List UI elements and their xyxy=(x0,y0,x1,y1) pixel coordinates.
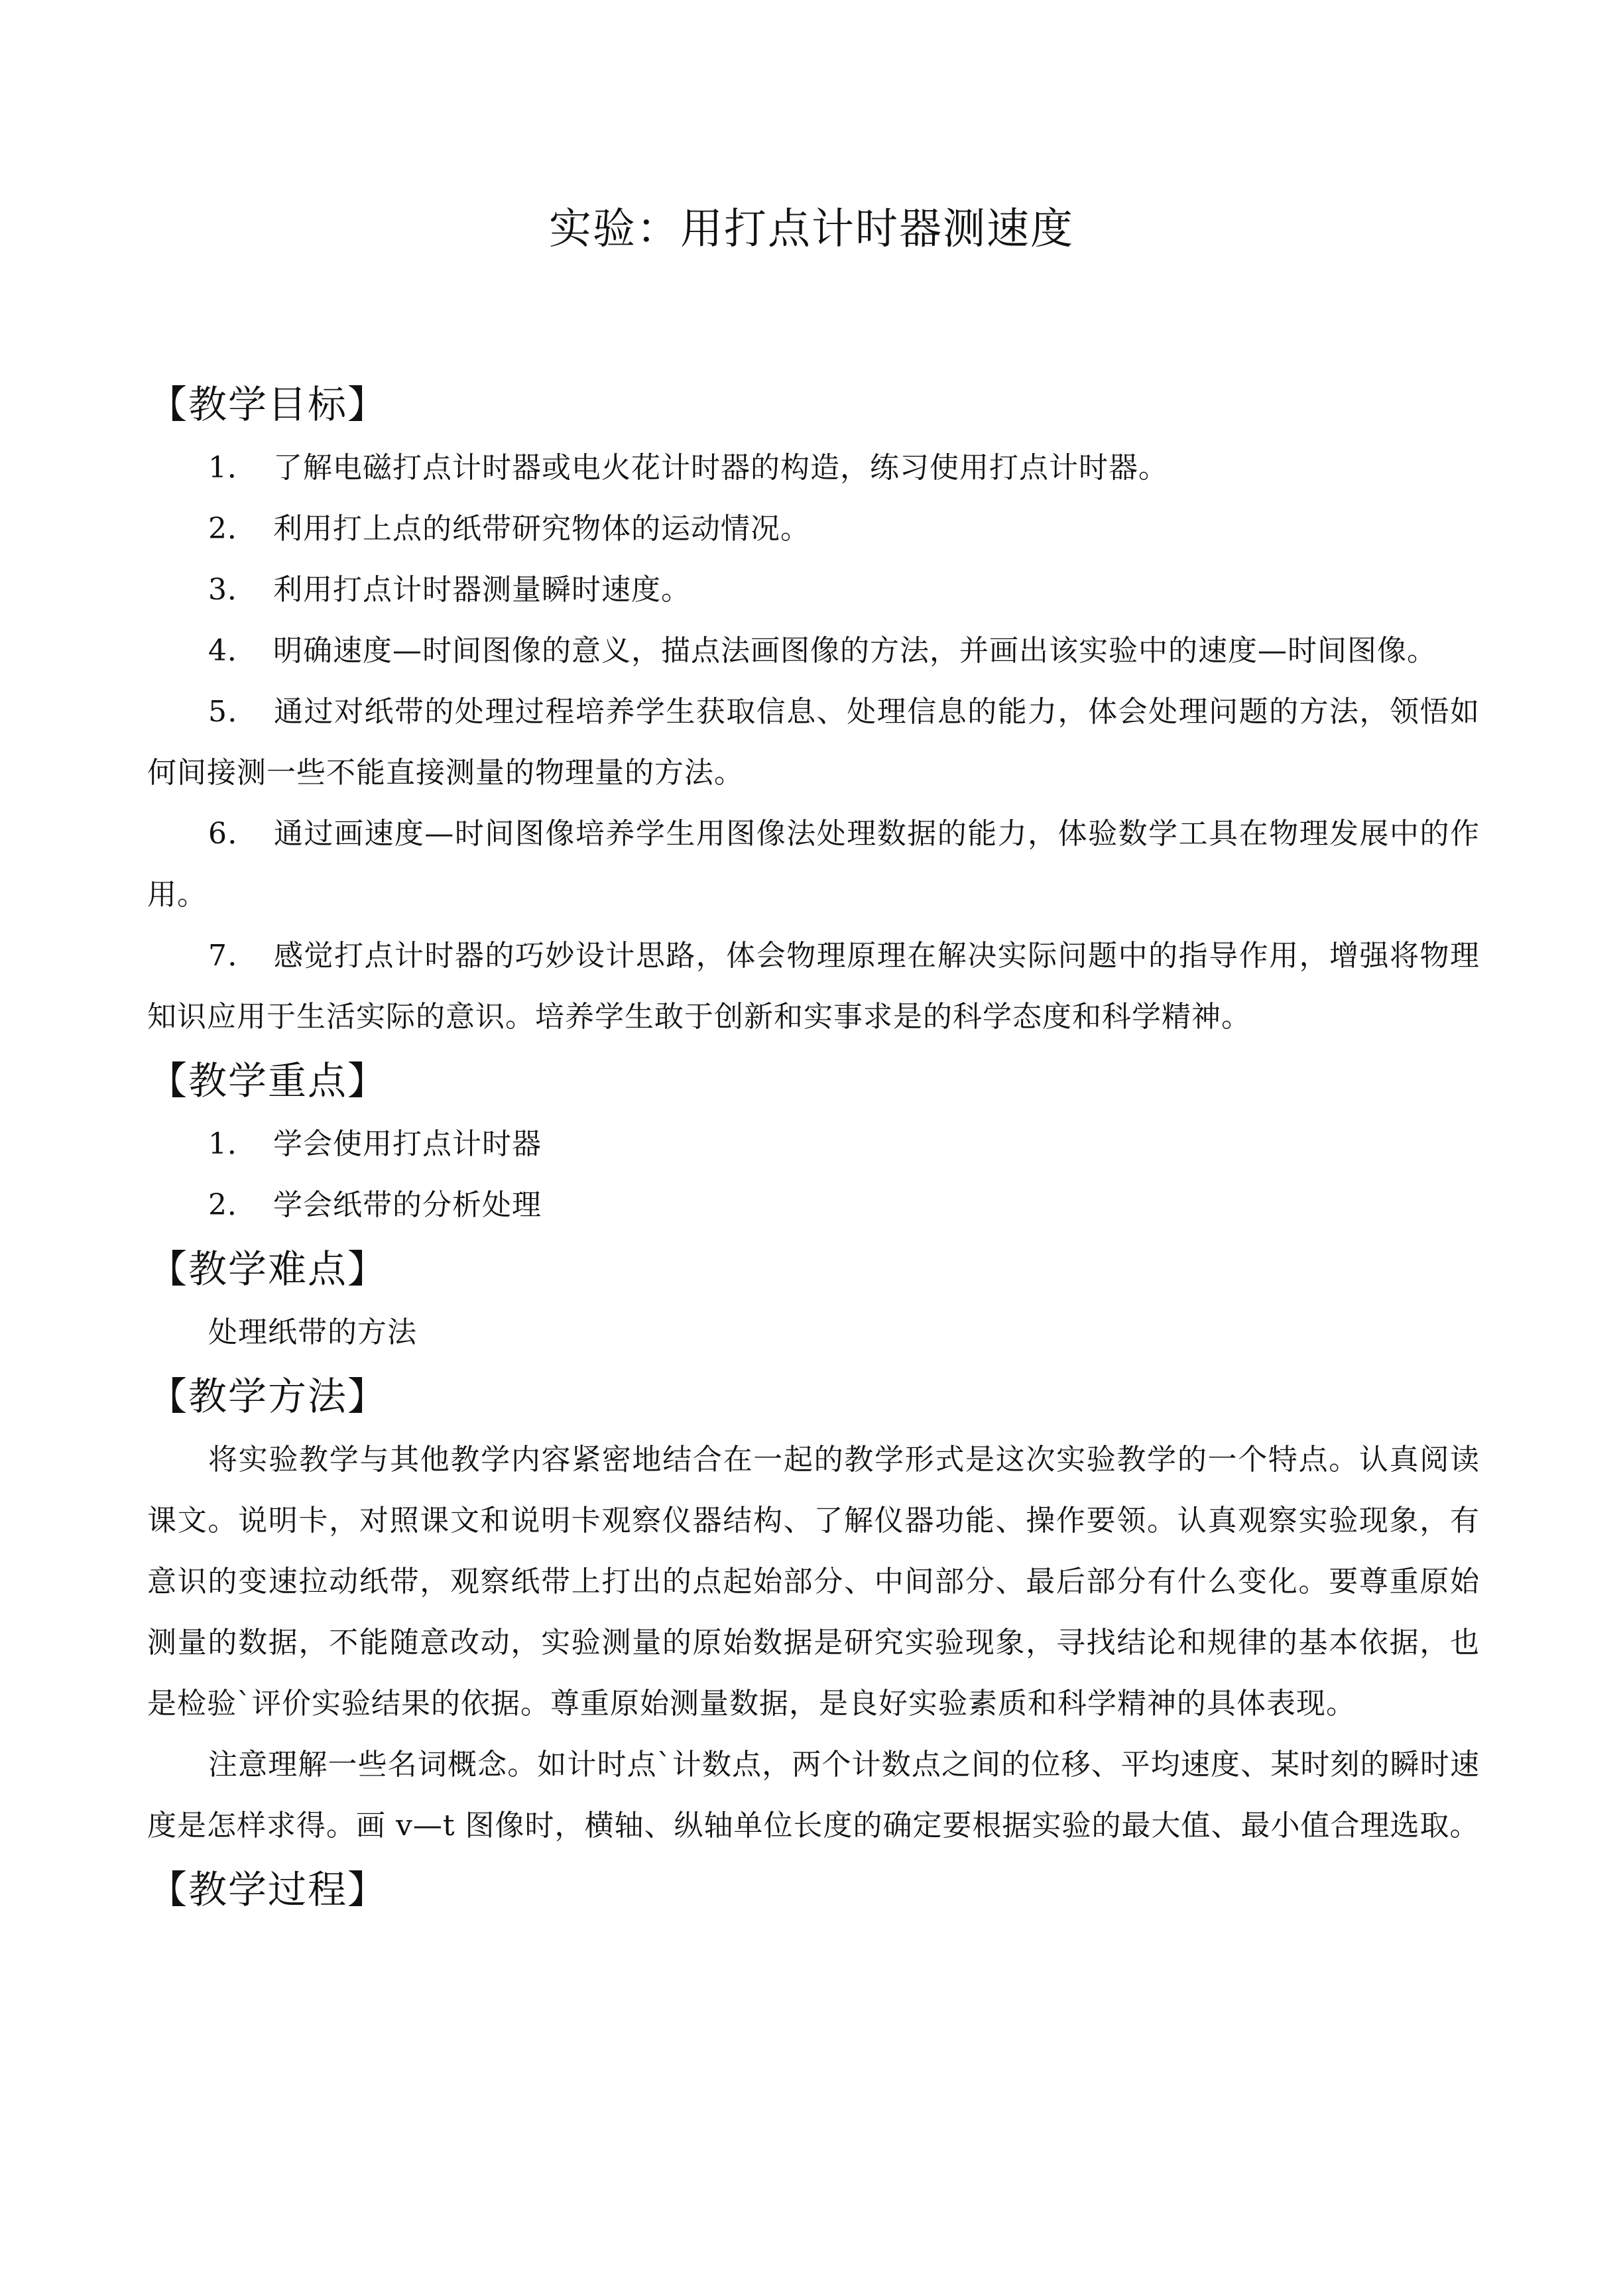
section-heading-methods: 【教学方法】 xyxy=(149,1374,388,1419)
item-number: 1． xyxy=(208,451,257,485)
item-number: 4． xyxy=(208,634,257,668)
item-text: 明确速度—时间图像的意义，描点法画图像的方法，并画出该实验中的速度—时间图像。 xyxy=(273,634,1437,668)
document-title: 实验：用打点计时器测速度 xyxy=(549,205,1074,254)
item-number: 1． xyxy=(208,1127,257,1161)
goal-item-4 xyxy=(147,621,1480,682)
item-text: 利用打点计时器测量瞬时速度。 xyxy=(273,573,691,607)
item-text: 通过画速度—时间图像培养学生用图像法处理数据的能力，体验数学工具在物理发展中的作用。 xyxy=(147,817,1480,912)
document-body xyxy=(147,371,1480,1923)
item-text: 通过对纸带的处理过程培养学生获取信息、处理信息的能力，体会处理问题的方法，领悟如何间接测一些不能直接测量的物理量的方法。 xyxy=(147,695,1480,790)
item-number: 6． xyxy=(208,817,258,851)
item-text: 感觉打点计时器的巧妙设计思路，体会物理原理在解决实际问题中的指导作用，增强将物理知识应用于生活实际的意识。培养学生敢于创新和实事求是的科学态度和科学精神。 xyxy=(147,939,1480,1034)
key-point-item-1 xyxy=(147,1114,1480,1175)
item-number: 2． xyxy=(208,512,257,546)
item-text: 学会使用打点计时器 xyxy=(273,1127,542,1161)
item-text: 利用打上点的纸带研究物体的运动情况。 xyxy=(273,512,810,546)
goal-item-3 xyxy=(147,560,1480,621)
section-heading-goals: 【教学目标】 xyxy=(149,382,388,427)
item-text: 学会纸带的分析处理 xyxy=(273,1188,542,1222)
goal-item-1 xyxy=(147,438,1480,499)
section-heading-key-points: 【教学重点】 xyxy=(149,1058,388,1103)
item-text: 了解电磁打点计时器或电火花计时器的构造，练习使用打点计时器。 xyxy=(273,451,1168,485)
goal-item-6 xyxy=(147,804,1480,926)
item-number: 3． xyxy=(208,573,257,607)
key-point-item-2 xyxy=(147,1175,1480,1236)
item-number: 5． xyxy=(208,695,258,729)
difficulty-text: 处理纸带的方法 xyxy=(208,1315,417,1349)
section-heading-difficulties: 【教学难点】 xyxy=(149,1246,388,1292)
item-number: 2． xyxy=(208,1188,257,1222)
section-heading-process: 【教学过程】 xyxy=(149,1867,388,1912)
methods-paragraph-2: 注意理解一些名词概念。如计时点`计数点，两个计数点之间的位移、平均速度、某时刻的瞬时速度是怎样求得。画 v—t 图像时，横轴、纵轴单位长度的确定要根据实验的最大值、最小值合理选取。 xyxy=(147,1748,1480,1843)
methods-paragraph-1: 将实验教学与其他教学内容紧密地结合在一起的教学形式是这次实验教学的一个特点。认真阅读课文。说明卡，对照课文和说明卡观察仪器结构、了解仪器功能、操作要领。认真观察实验现象，有意识的变速拉动纸带，观察纸带上打出的点起始部分、中间部分、最后部分有什么变化。要尊重原始测量的数据，不能随意改动，实验测量的原始数据是研究实验现象，寻找结论和规律的基本依据，也是检验`评价实验结果的依据。尊重原始测量数据，是良好实验素质和科学精神的具体表现。 xyxy=(147,1443,1480,1721)
goal-item-5 xyxy=(147,682,1480,804)
goal-item-7 xyxy=(147,926,1480,1048)
item-number: 7． xyxy=(208,939,258,973)
goal-item-2 xyxy=(147,499,1480,560)
